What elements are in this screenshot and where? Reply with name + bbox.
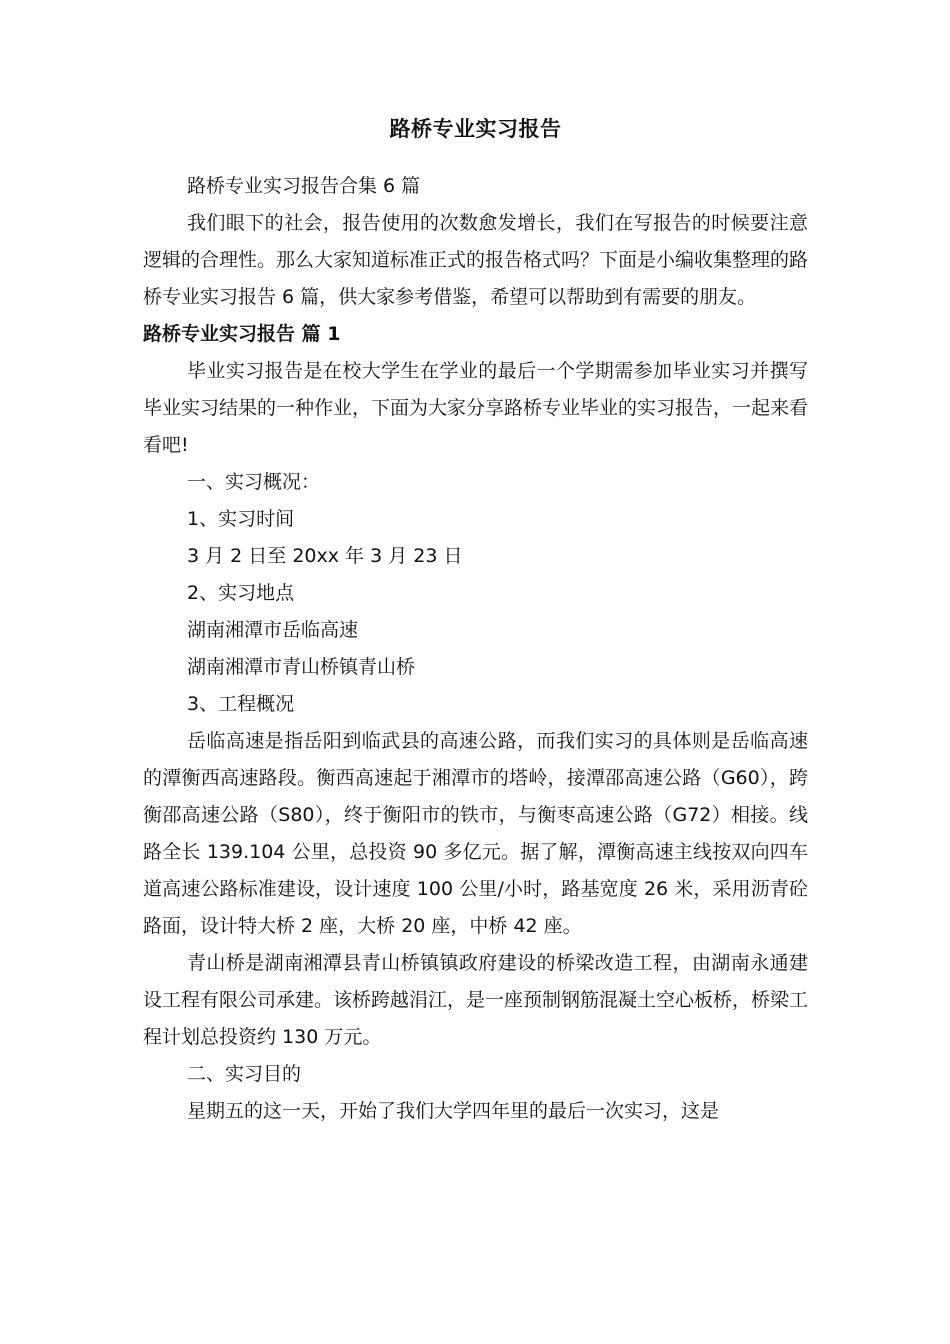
location-heading: 2、实习地点 xyxy=(187,582,295,604)
location-item-1: 湖南湘潭市岳临高速 xyxy=(187,619,359,641)
purpose-paragraph: 星期五的这一天，开始了我们大学四年里的最后一次实习，这是 xyxy=(187,1100,720,1122)
time-heading: 1、实习时间 xyxy=(187,508,295,530)
location-item-2: 湖南湘潭市青山桥镇青山桥 xyxy=(187,656,416,678)
document-title: 路桥专业实习报告 xyxy=(389,117,562,141)
project-heading: 3、工程概况 xyxy=(187,693,295,715)
section-1-intro-paragraph: 毕业实习报告是在校大学生在学业的最后一个学期需参加毕业实习并撰写毕业实习结果的一种作业，下面为大家分享路桥专业毕业的实习报告，一起来看看吧! xyxy=(143,360,809,456)
document-body xyxy=(143,110,808,1130)
section-1-heading: 路桥专业实习报告 篇 1 xyxy=(143,323,341,345)
project-paragraph-1: 岳临高速是指岳阳到临武县的高速公路，而我们实习的具体则是岳临高速的潭衡西高速路段。衡西高速起于湘潭市的塔岭，接潭邵高速公路（G60），跨衡邵高速公路（S80），终于衡阳市的铁市，与衡枣高速公路（G72）相接。线路全长 139.104 公里，总投资 90 多亿元。据了解，潭衡高速主线按双向四车道高速公路标准建设，设计速度 100 公里/小时，路基宽度 26 米，采用沥青砼路面，设计特大桥 2 座，大桥 20 座，中桥 42 座。 xyxy=(143,730,808,937)
time-value: 3 月 2 日至 20xx 年 3 月 23 日 xyxy=(187,545,463,567)
project-paragraph-2: 青山桥是湖南湘潭县青山桥镇镇政府建设的桥梁改造工程，由湖南永通建设工程有限公司承建。该桥跨越涓江，是一座预制钢筋混凝土空心板桥，桥梁工程计划总投资约 130 万元。 xyxy=(143,952,809,1048)
intro-paragraph: 我们眼下的社会，报告使用的次数愈发增长，我们在写报告的时候要注意逻辑的合理性。那么大家知道标准正式的报告格式吗？下面是小编收集整理的路桥专业实习报告 6 篇，供大家参考借鉴，希望可以帮助到有需要的朋友。 xyxy=(143,212,809,308)
purpose-heading: 二、实习目的 xyxy=(187,1063,302,1085)
document-subtitle: 路桥专业实习报告合集 6 篇 xyxy=(187,175,421,197)
overview-heading: 一、实习概况： xyxy=(187,471,321,493)
